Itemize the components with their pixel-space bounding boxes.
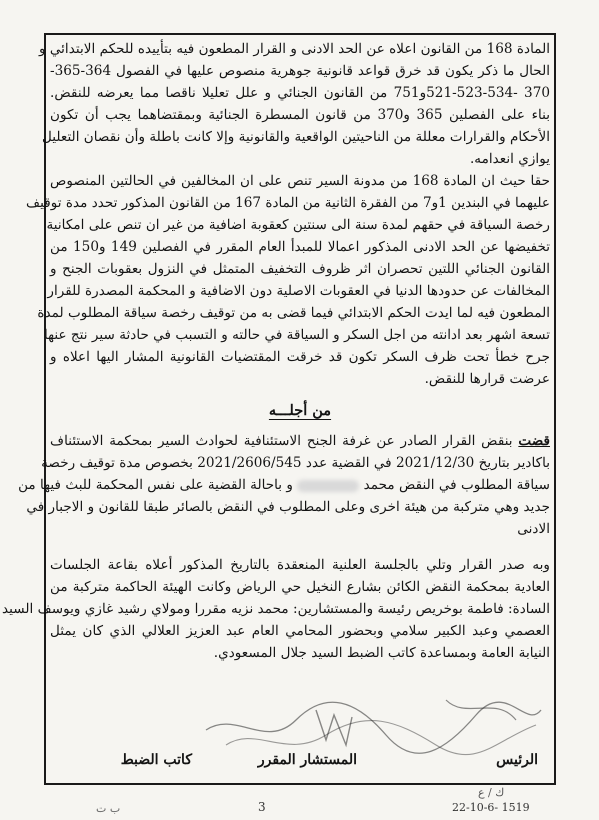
ruling-lead: قضت — [518, 433, 550, 449]
ruling-line: جديد وهي متركبة من هيئة اخرى وعلى المطلوب في النقض بالصائر طبقا للقانون و الاجبار في — [26, 499, 550, 515]
ruling-line — [18, 474, 550, 496]
signature-advisor: المستشار المقرر — [257, 752, 357, 768]
text-line: بناء على الفصلين 365 و370 من قانون المسطرة الجنائية وبمقتضاهما يجب أن تكون — [50, 107, 550, 123]
text-line: تخفيضها عن الحد الادنى المذكور اعمالا للمبدأ العام المقرر في الفصلين 149 و150 من — [50, 239, 551, 255]
document-body — [2, 38, 551, 664]
text-line: المطعون فيه لما ايدت الحكم الابتدائي فيما قضى به من توقيف رخصة سياقة المطلوب لمدة — [37, 305, 550, 321]
ruling-text: و باحالة القضية على نفس المحكمة للبث فيها من — [18, 477, 298, 493]
reference-number: 22-10-6- 1519 — [452, 801, 530, 814]
ruling-text: سياقة المطلوب في النقض محمد — [363, 477, 550, 493]
text-line: 370 -521-523-534و751 من القانون الجنائي و علل تعليلا ناقصا مما يعرضه للنقض. — [50, 85, 550, 101]
text-line: جرح خطأ تحت ظرف السكر تكون قد خرقت المقتضيات القانونية المشار اليها اعلاه و — [50, 349, 550, 365]
page-number: 3 — [258, 800, 266, 814]
margin-mark: ك / ع — [478, 786, 505, 799]
ruling-line — [50, 430, 550, 452]
text-line: المخالفات عن حدودها الدنيا في العقوبات الاصلية دون الاضافية و المحكمة المصدرة للقرار — [47, 283, 550, 299]
corner-mark: ب ت — [96, 802, 121, 815]
text-line: الأحكام والقرارات معللة من الناحيتين الواقعية والقانونية وإلا كانت باطلة وأن نقصان التعليل — [42, 129, 550, 145]
redacted-name — [297, 480, 359, 492]
closing-line: وبه صدر القرار وتلي بالجلسة العلنية المنعقدة بالتاريخ المذكور أعلاه بقاعة الجلسات — [50, 557, 550, 573]
signature-clerk: كاتب الضبط — [120, 752, 192, 768]
signature-row — [56, 752, 542, 778]
signature-president: الرئيس — [496, 752, 538, 768]
text-line: المادة 168 من القانون اعلاه عن الحد الادنى و القرار المطعون فيه بتأييده للحكم الابتدائي و — [38, 41, 550, 57]
text-line: رخصة السياقة في حقهم لمدة سنة الى سنتين كعقوبة اضافية من غير ان تنص على امكانية — [46, 217, 550, 233]
text-line: حقا حيث ان المادة 168 من مدونة السير تنص على ان المخالفين في الحالتين المنصوص — [50, 173, 550, 189]
ruling-text: بنقض القرار الصادر عن غرفة الجنح الاستئنافية لحوادث السير بمحكمة الاستئناف — [50, 433, 519, 449]
closing-line: العصمي وعبد الكبير سلامي وبحضور المحامي العام عبد العزيز العلالي الذي كان يمثل — [50, 623, 550, 639]
ruling-line: الادنى — [517, 521, 550, 537]
section-heading: من أجلـــه — [268, 402, 332, 419]
text-line: يوازي انعدامه. — [469, 151, 550, 167]
ruling-line: باكادير بتاريخ 2021/12/30 في القضية عدد 2021/2606/545 بخصوص مدة توقيف رخصة — [41, 455, 550, 471]
closing-line: العادية بمحكمة النقض الكائن بشارع النخيل حي الرياض وكانت الهيئة الحاكمة متركبة من — [50, 579, 550, 595]
closing-line: النيابة العامة وبمساعدة كاتب الضبط السيد جلال المسعودي. — [213, 645, 550, 661]
text-line: عرضت قرارها للنقض. — [424, 371, 550, 387]
closing-line: السادة: فاطمة بوخريص رئيسة والمستشارين: محمد نزيه مقررا ومولاي رشيد غازي ويوسف السيد — [2, 601, 550, 617]
text-line: تسعة اشهر بعد ادانته من اجل السكر و السياقة في حالته و التسبب في حادثة سير نتج عنها — [43, 327, 550, 343]
text-line: القانون الجنائي اللتين تحصران اثر ظروف التخفيف المتمثل في النزول بعقوبات الجنح و — [50, 261, 550, 277]
text-line: الحال ما ذكر يكون قد خرق قواعد قانونية جوهرية منصوص عليها في الفصول 364-365- — [50, 63, 550, 79]
text-line: عليهما في البندين 1و7 من الفقرة الثانية من المادة 167 من القانون المذكور تحدد مدة توقيف — [26, 195, 550, 211]
